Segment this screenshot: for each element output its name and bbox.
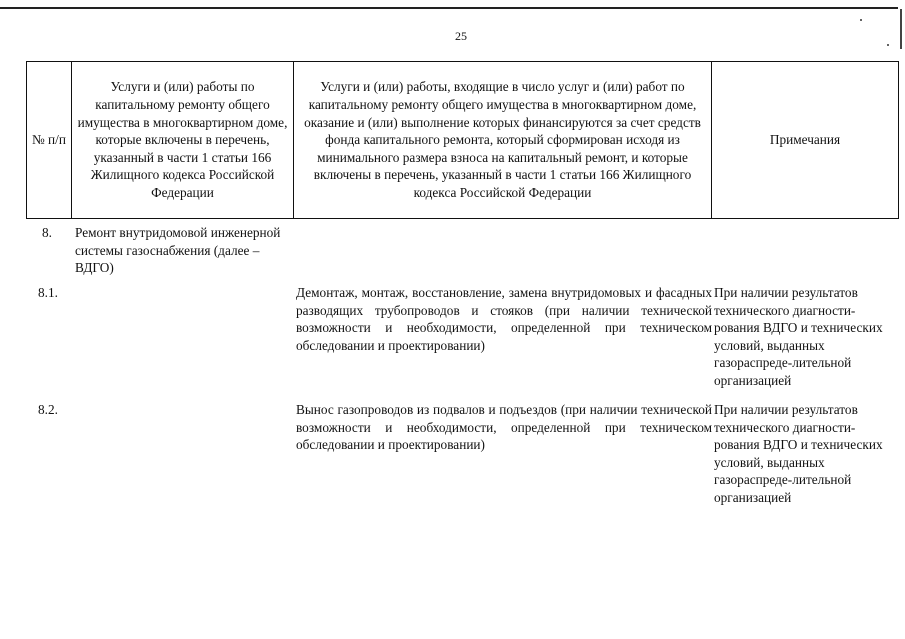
row-note: При наличии результатов технического диагности-рования ВДГО и технических условий, выданных газораспреде-лительной организацией	[714, 285, 883, 388]
row-note: При наличии результатов технического диагности-рования ВДГО и технических условий, выданных газораспреде-лительной организацией	[714, 402, 883, 505]
table-header	[26, 61, 899, 219]
top-border-line	[0, 7, 898, 9]
page-number: 25	[455, 29, 467, 43]
row-number: 8.1.	[38, 285, 58, 300]
row-number: 8.2.	[38, 402, 58, 417]
header-col-number: № п/п	[27, 62, 72, 219]
row-description: Демонтаж, монтаж, восстановление, замена внутридомовых и фасадных разводящих трубопроводов и стояков (при наличии технической возможности и необходимости, определенной при техническом обследовании и проектировании)	[296, 285, 712, 353]
row-title: Ремонт внутридомовой инженерной системы газоснабжения (далее – ВДГО)	[75, 225, 281, 276]
header-col-notes: Примечания	[712, 62, 899, 219]
header-col-services: Услуги и (или) работы по капитальному ремонту общего имущества в многоквартирном доме, которые включены в перечень, указанный в части 1 статьи 166 Жилищного кодекса Российской Федерации	[72, 62, 294, 219]
row-number: 8.	[42, 225, 52, 240]
row-description: Вынос газопроводов из подвалов и подъездов (при наличии технической возможности и необходимости, определенной при техническом обследовании и проектировании)	[296, 402, 712, 453]
header-col-included: Услуги и (или) работы, входящие в число услуг и (или) работ по капитальному ремонту общего имущества в многоквартирном доме, оказание и (или) выполнение которых финансируются за счет средств фонда капитального ремонта, который сформирован исходя из минимального размера взноса на капитальный ремонт, и которые включены в перечень, указанный в части 1 статьи 166 Жилищного кодекса Российской Федерации	[294, 62, 712, 219]
table-header-row	[27, 62, 899, 219]
scan-speck	[887, 44, 889, 46]
scan-speck	[860, 19, 862, 21]
